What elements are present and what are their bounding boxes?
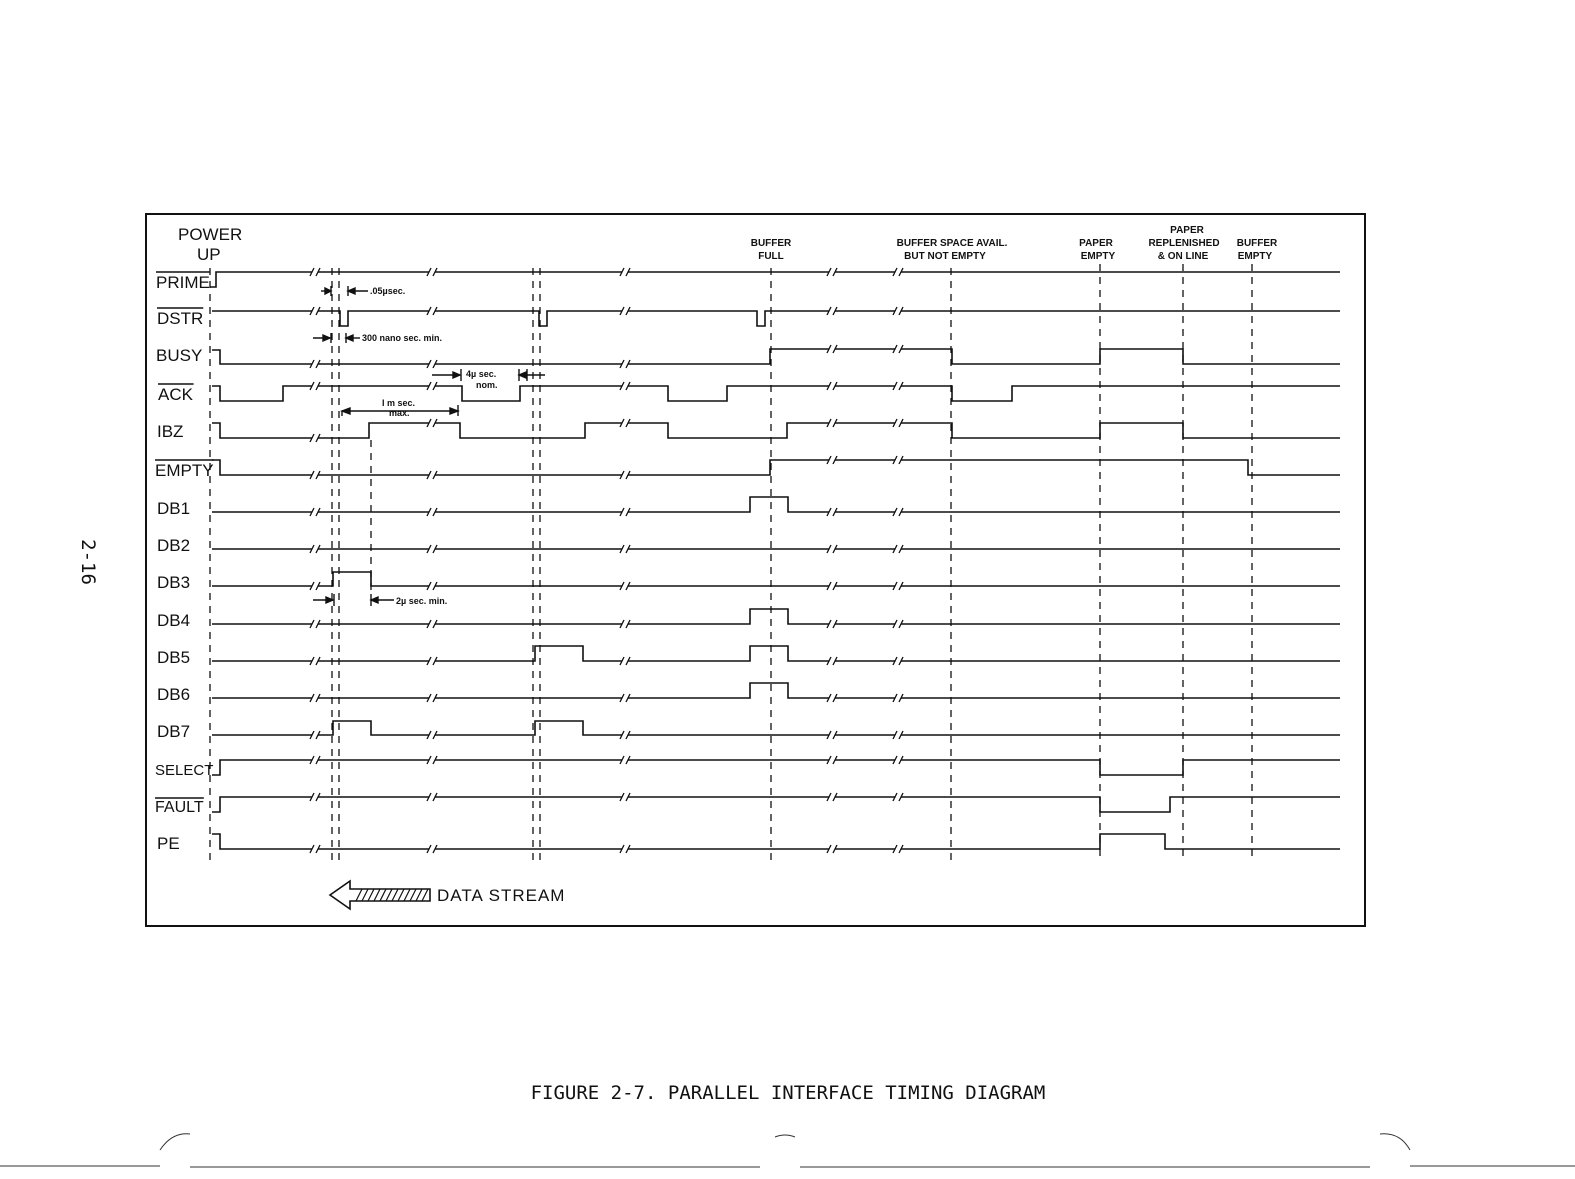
annotation-2us: 2µ sec. min. <box>396 596 448 606</box>
signal-label-db5: DB5 <box>157 648 191 667</box>
time-breaks <box>310 268 903 853</box>
event-headings <box>751 225 1278 262</box>
waveform-db1 <box>212 497 1340 512</box>
waveforms <box>210 272 1340 849</box>
annotation-4us-2: nom. <box>476 380 498 390</box>
waveform-pe <box>212 834 1340 849</box>
event-buffer-full-2: FULL <box>758 251 784 262</box>
waveform-db4 <box>212 609 1340 624</box>
diagram-frame <box>146 214 1365 926</box>
signal-label-pe: PE <box>157 834 180 853</box>
waveform-empty <box>212 460 1340 475</box>
signal-label-empty: EMPTY <box>155 461 214 480</box>
event-buffer-space-1: BUFFER SPACE AVAIL. <box>896 238 1008 249</box>
signal-label-db2: DB2 <box>157 536 191 555</box>
signal-label-db4: DB4 <box>157 611 191 630</box>
signal-label-select: SELECT <box>155 762 214 779</box>
waveform-dstr <box>212 311 1340 326</box>
power-up-label-1: POWER <box>178 225 243 244</box>
waveform-select <box>212 760 1340 775</box>
signal-label-ack: ACK <box>158 385 193 404</box>
page-number: 2-16 <box>77 539 99 585</box>
signal-label-db6: DB6 <box>157 685 191 704</box>
annotation-1ms-1: I m sec. <box>382 398 416 408</box>
waveform-db3 <box>212 572 1340 586</box>
annotation-1ms-2: max. <box>389 408 410 418</box>
event-paper-replenished-1: PAPER <box>1170 225 1204 236</box>
waveform-prime <box>210 272 1340 287</box>
data-stream-arrow-icon <box>330 881 430 909</box>
event-buffer-empty-2: EMPTY <box>1237 251 1273 262</box>
annotation-4us-1: 4µ sec. <box>466 369 497 379</box>
waveform-db7 <box>212 721 1340 735</box>
signal-label-db1: DB1 <box>157 499 191 518</box>
dashed-guides <box>210 264 1252 862</box>
event-paper-empty-2: EMPTY <box>1080 251 1116 262</box>
waveform-db5 <box>212 646 1340 661</box>
waveform-fault <box>212 797 1340 812</box>
page-edge-marks <box>0 1134 1575 1167</box>
signal-labels <box>155 273 214 853</box>
waveform-ibz <box>212 423 1340 438</box>
signal-label-dstr: DSTR <box>157 309 204 328</box>
waveform-db6 <box>212 683 1340 698</box>
annotation-05us: .05µsec. <box>370 286 406 296</box>
signal-label-busy: BUSY <box>156 346 203 365</box>
annotation-300ns: 300 nano sec. min. <box>362 333 443 343</box>
data-stream-label: DATA STREAM <box>437 886 566 905</box>
signal-label-ibz: IBZ <box>157 422 184 441</box>
event-paper-empty-1: PAPER <box>1079 238 1113 249</box>
signal-label-prime: PRIME <box>156 273 210 292</box>
signal-label-db7: DB7 <box>157 722 191 741</box>
event-buffer-empty-1: BUFFER <box>1236 238 1278 249</box>
event-paper-replenished-2: REPLENISHED <box>1148 238 1220 249</box>
power-up-label-2: UP <box>197 245 221 264</box>
event-buffer-full-1: BUFFER <box>750 238 792 249</box>
event-buffer-space-2: BUT NOT EMPTY <box>904 251 986 262</box>
event-paper-replenished-3: & ON LINE <box>1157 251 1209 262</box>
figure-caption: FIGURE 2-7. PARALLEL INTERFACE TIMING DIAGRAM <box>530 1082 1046 1104</box>
signal-label-db3: DB3 <box>157 573 191 592</box>
waveform-busy <box>212 349 1340 364</box>
signal-label-fault: FAULT <box>155 799 204 816</box>
